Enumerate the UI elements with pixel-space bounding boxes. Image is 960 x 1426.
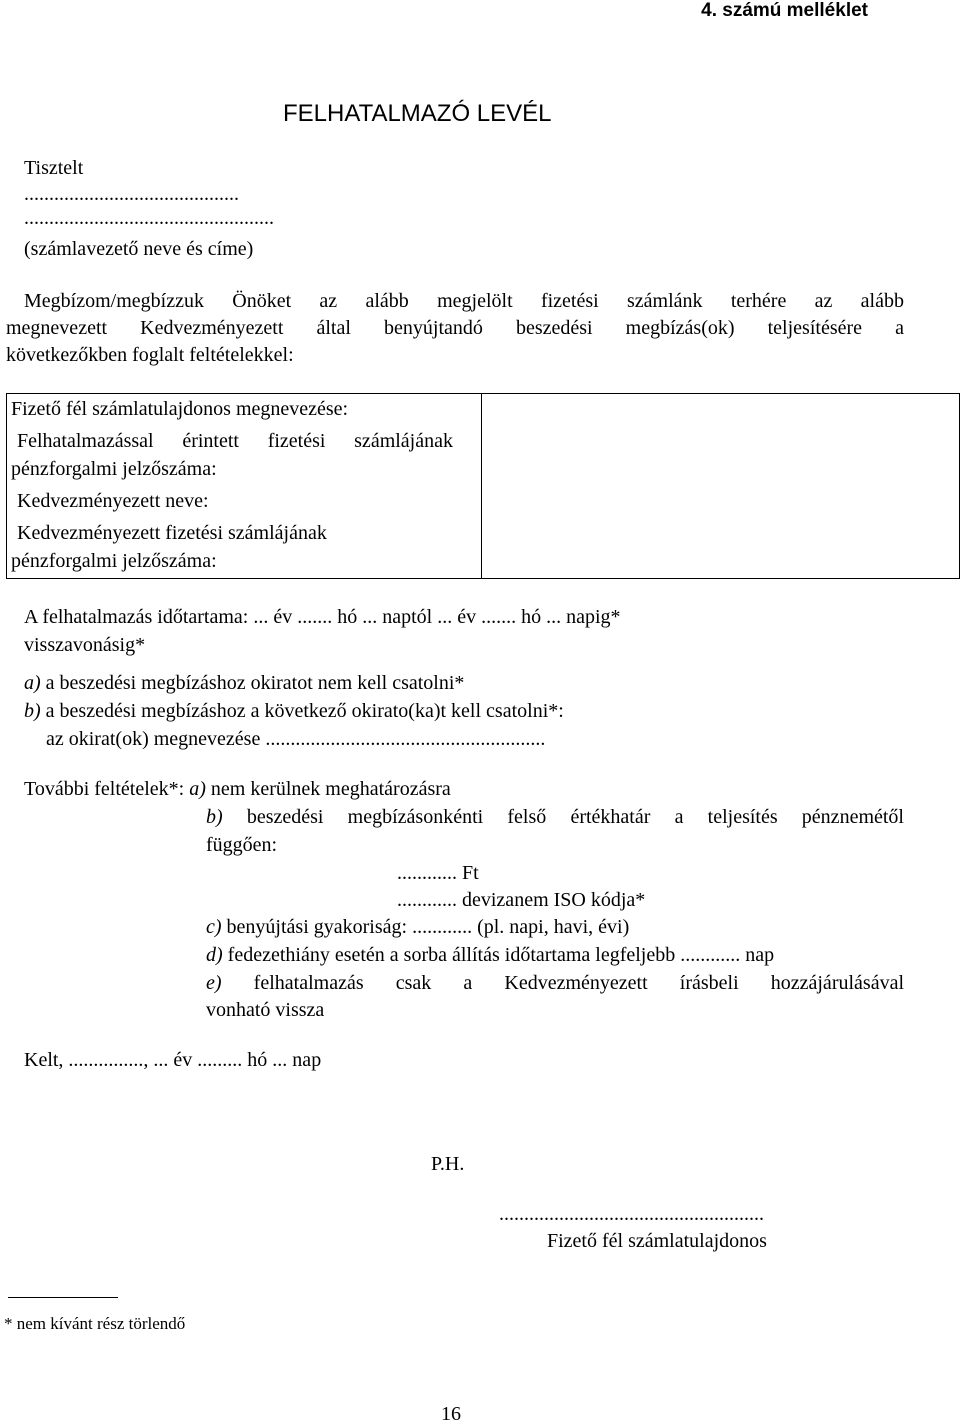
condition-c (206, 914, 629, 940)
beneficiary-name-label: Kedvezményezett neve: (17, 490, 209, 512)
account-manager-caption: (számlavezető neve és címe) (24, 238, 254, 260)
duration-line-2: visszavonásig* (24, 634, 146, 656)
signature-caption: Fizető fél számlatulajdonos (547, 1230, 767, 1252)
condition-e-line-1 (206, 970, 904, 996)
condition-e-text-1: felhatalmazás csak a Kedvezményezett írásbeli hozzájárulásával (253, 972, 905, 994)
salutation-greeting: Tisztelt (24, 157, 84, 179)
authorization-form-table (6, 393, 960, 579)
document-list-line: az okirat(ok) megnevezése ........................................................ (46, 728, 546, 750)
document-option-a-marker: a) (24, 672, 41, 694)
footnote-rule (8, 1297, 118, 1298)
intro-paragraph (6, 288, 904, 369)
footnote: * nem kívánt rész törlendő (4, 1314, 186, 1333)
conditions-lead-text: További feltételek*: (24, 778, 185, 800)
intro-line-1: Megbízom/megbízzuk Önöket az alább megjelölt fizetési számlánk terhére az alább (24, 290, 904, 312)
condition-b (206, 804, 904, 830)
document-title: FELHATALMAZÓ LEVÉL (283, 100, 552, 127)
signature-line: ..................................................... (499, 1203, 764, 1225)
duration-line-1: A felhatalmazás időtartama: ... év ....... hó ... naptól ... év ....... hó ... napig* (24, 606, 621, 628)
document-option-a (24, 670, 464, 696)
condition-b-text-1: beszedési megbízásonkénti felső értékhatár a teljesítés pénznemétől (246, 806, 904, 828)
condition-a-text: nem kerülnek meghatározásra (210, 778, 451, 800)
condition-b-line-1 (206, 804, 904, 830)
form-value-field[interactable] (485, 394, 959, 578)
payer-name-label: Fizető fél számlatulajdonos megnevezése: (11, 398, 349, 420)
salutation-dots-1: ........................................... (24, 183, 239, 205)
document-option-b (24, 698, 564, 724)
condition-a-marker: a) (189, 778, 206, 800)
condition-b-marker: b) (206, 806, 223, 828)
document-option-b-text: a beszedési megbízáshoz a következő okirato(ka)t kell csatolni*: (45, 700, 564, 722)
annex-label: 4. számú melléklet (701, 0, 868, 21)
document-option-a-text: a beszedési megbízáshoz okiratot nem kell csatolni* (45, 672, 465, 694)
beneficiary-account-label-line-2: pénzforgalmi jelzőszáma: (11, 550, 217, 572)
intro-line-2: megnevezett Kedvezményezett által benyújtandó beszedési megbízás(ok) teljesítésére a (6, 317, 904, 339)
condition-c-text: benyújtási gyakoriság: ............ (pl. napi, havi, évi) (226, 916, 630, 938)
condition-c-marker: c) (206, 916, 222, 938)
stamp-placeholder: P.H. (431, 1153, 465, 1175)
condition-b-line-2: függően: (206, 834, 278, 856)
condition-e-marker: e) (206, 972, 222, 994)
payer-account-label (7, 428, 453, 454)
document-option-b-marker: b) (24, 700, 41, 722)
place-date-line: Kelt, ..............., ... év ......... hó ... nap (24, 1049, 322, 1071)
condition-d (206, 942, 774, 968)
condition-d-marker: d) (206, 944, 223, 966)
condition-b-iso: ............ devizanem ISO kódja* (397, 889, 646, 911)
page-number: 16 (441, 1403, 461, 1425)
condition-e-line-2: vonható vissza (206, 999, 325, 1021)
condition-d-text: fedezethiány esetén a sorba állítás időtartama legfeljebb ............ nap (227, 944, 775, 966)
salutation-dots-2: .................................................. (24, 207, 274, 229)
conditions-lead (24, 776, 451, 802)
payer-account-label-line-2: pénzforgalmi jelzőszáma: (11, 458, 217, 480)
beneficiary-account-label-line-1: Kedvezményezett fizetési számlájának (17, 522, 327, 544)
payer-account-label-line-1: Felhatalmazással érintett fizetési számlájának (17, 430, 453, 452)
table-divider (481, 394, 482, 578)
condition-b-ft: ............ Ft (397, 862, 479, 884)
condition-e (206, 970, 904, 996)
intro-line-3: következőkben foglalt feltételekkel: (6, 344, 294, 366)
